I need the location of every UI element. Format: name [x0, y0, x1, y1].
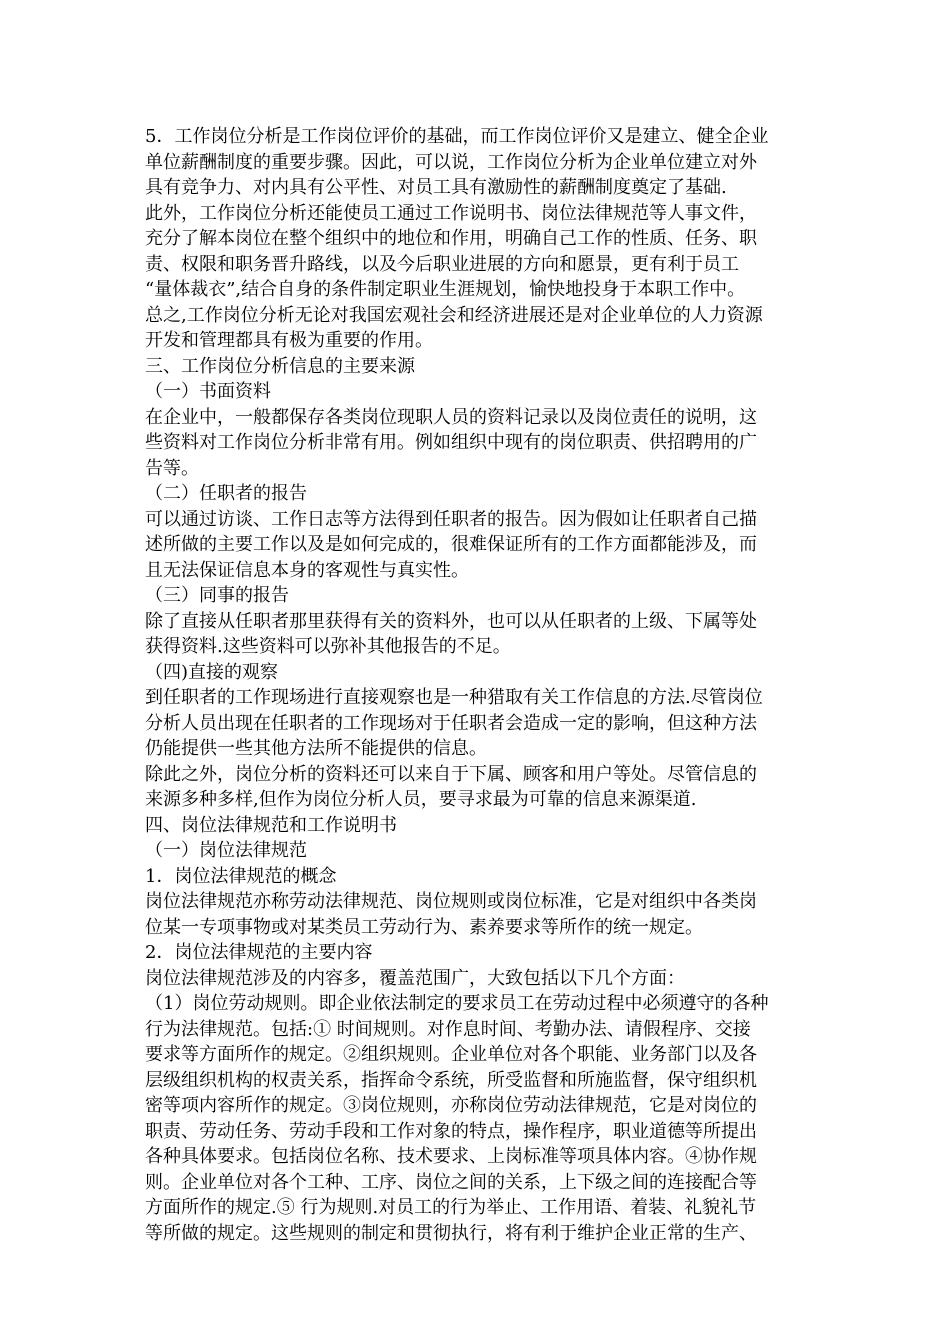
body-text-line: 总之,工作岗位分析无论对我国宏观社会和经济进展还是对企业单位的人力资源 [145, 304, 763, 326]
body-text-line: 除了直接从任职者那里获得有关的资料外，也可以从任职者的上级、下属等处 [145, 610, 757, 632]
body-text-line: 开发和管理都具有极为重要的作用。 [145, 330, 433, 351]
section-heading: 三、工作岗位分析信息的主要来源 [145, 355, 415, 377]
body-text-line: 5．工作岗位分析是工作岗位评价的基础，而工作岗位评价又是建立、健全企业 [145, 126, 769, 147]
body-text-line: 岗位法律规范涉及的内容多，覆盖范围广，大致包括以下几个方面： [145, 967, 685, 989]
subsection-heading: （二）任职者的报告 [145, 483, 307, 504]
body-text-line: 来源多种多样,但作为岗位分析人员，要寻求最为可靠的信息来源渠道. [145, 789, 697, 810]
body-text-line: 些资料对工作岗位分析非常有用。例如组织中现有的岗位职责、供招聘用的广 [145, 432, 757, 453]
body-text-line: 行为法律规范。包括:① 时间规则。对作息时间、考勤办法、请假程序、交接 [145, 1018, 751, 1040]
body-text-line: 责、权限和职务晋升路线，以及今后职业进展的方向和愿景，更有利于员工 [145, 253, 739, 275]
body-text-line: 要求等方面所作的规定。②组织规则。企业单位对各个职能、业务部门以及各 [145, 1044, 757, 1065]
subsection-heading: （一）书面资料 [145, 381, 271, 402]
body-text-line: 在企业中，一般都保存各类岗位现职人员的资料记录以及岗位责任的说明，这 [145, 406, 757, 428]
body-text-line: 分析人员出现在任职者的工作现场对于任职者会造成一定的影响，但这种方法 [145, 712, 757, 734]
body-text-line: 密等项内容所作的规定。③岗位规则，亦称岗位劳动法律规范，它是对岗位的 [145, 1095, 757, 1116]
body-text-line: 各种具体要求。包括岗位名称、技术要求、上岗标准等项具体内容。④协作规 [145, 1146, 757, 1167]
numbered-heading: 1．岗位法律规范的概念 [145, 865, 337, 887]
body-text-line: 层级组织机构的权责关系，指挥命令系统，所受监督和所施监督，保守组织机 [145, 1069, 757, 1091]
body-text-line: 职责、劳动任务、劳动手段和工作对象的特点，操作程序，职业道德等所提出 [145, 1120, 757, 1142]
subsection-heading: （一）岗位法律规范 [145, 840, 307, 861]
body-text-line: 除此之外，岗位分析的资料还可以来自于下属、顾客和用户等处。尽管信息的 [145, 763, 757, 785]
body-text-line: （1）岗位劳动规则。即企业依法制定的要求员工在劳动过程中必须遵守的各种 [145, 993, 769, 1014]
body-text-line: 位某一专项事物或对某类员工劳动行为、素养要求等所作的统一规定。 [145, 916, 703, 938]
body-text-line: 等所做的规定。这些规则的制定和贯彻执行，将有利于维护企业正常的生产、 [145, 1222, 757, 1244]
subsection-heading: （四)直接的观察 [145, 661, 279, 683]
body-text-line: 告等。 [145, 457, 199, 479]
body-text-line: 仍能提供一些其他方法所不能提供的信息。 [145, 738, 487, 759]
body-text-line: 获得资料.这些资料可以弥补其他报告的不足。 [145, 636, 511, 657]
body-text-line: 到任职者的工作现场进行直接观察也是一种猎取有关工作信息的方法.尽管岗位 [145, 687, 763, 708]
body-text-line: 岗位法律规范亦称劳动法律规范、岗位规则或岗位标准，它是对组织中各类岗 [145, 891, 757, 912]
body-text-line: 可以通过访谈、工作日志等方法得到任职者的报告。因为假如让任职者自己描 [145, 508, 757, 530]
body-text-line: 述所做的主要工作以及是如何完成的，很难保证所有的工作方面都能涉及，而 [145, 534, 757, 555]
body-text-line: “量体裁衣”,结合自身的条件制定职业生涯规划，愉快地投身于本职工作中。 [145, 279, 746, 300]
body-text-line: 此外，工作岗位分析还能使员工通过工作说明书、岗位法律规范等人事文件， [145, 202, 757, 224]
body-text-line: 单位薪酬制度的重要步骤。因此，可以说，工作岗位分析为企业单位建立对外 [145, 151, 757, 173]
document-page [145, 124, 813, 1246]
subsection-heading: （三）同事的报告 [145, 585, 289, 606]
body-text-line: 方面所作的规定.⑤ 行为规则.对员工的行为举止、工作用语、着装、礼貌礼节 [145, 1197, 757, 1218]
body-text-line: 且无法保证信息本身的客观性与真实性。 [145, 559, 469, 581]
body-text-line: 具有竞争力、对内具有公平性、对员工具有激励性的薪酬制度奠定了基础. [145, 177, 727, 198]
section-heading: 四、岗位法律规范和工作说明书 [145, 814, 397, 836]
body-text-line: 充分了解本岗位在整个组织中的地位和作用，明确自己工作的性质、任务、职 [145, 228, 757, 249]
numbered-heading: 2．岗位法律规范的主要内容 [145, 942, 373, 963]
body-text-line: 则。企业单位对各个工种、工序、岗位之间的关系，上下级之间的连接配合等 [145, 1171, 757, 1193]
